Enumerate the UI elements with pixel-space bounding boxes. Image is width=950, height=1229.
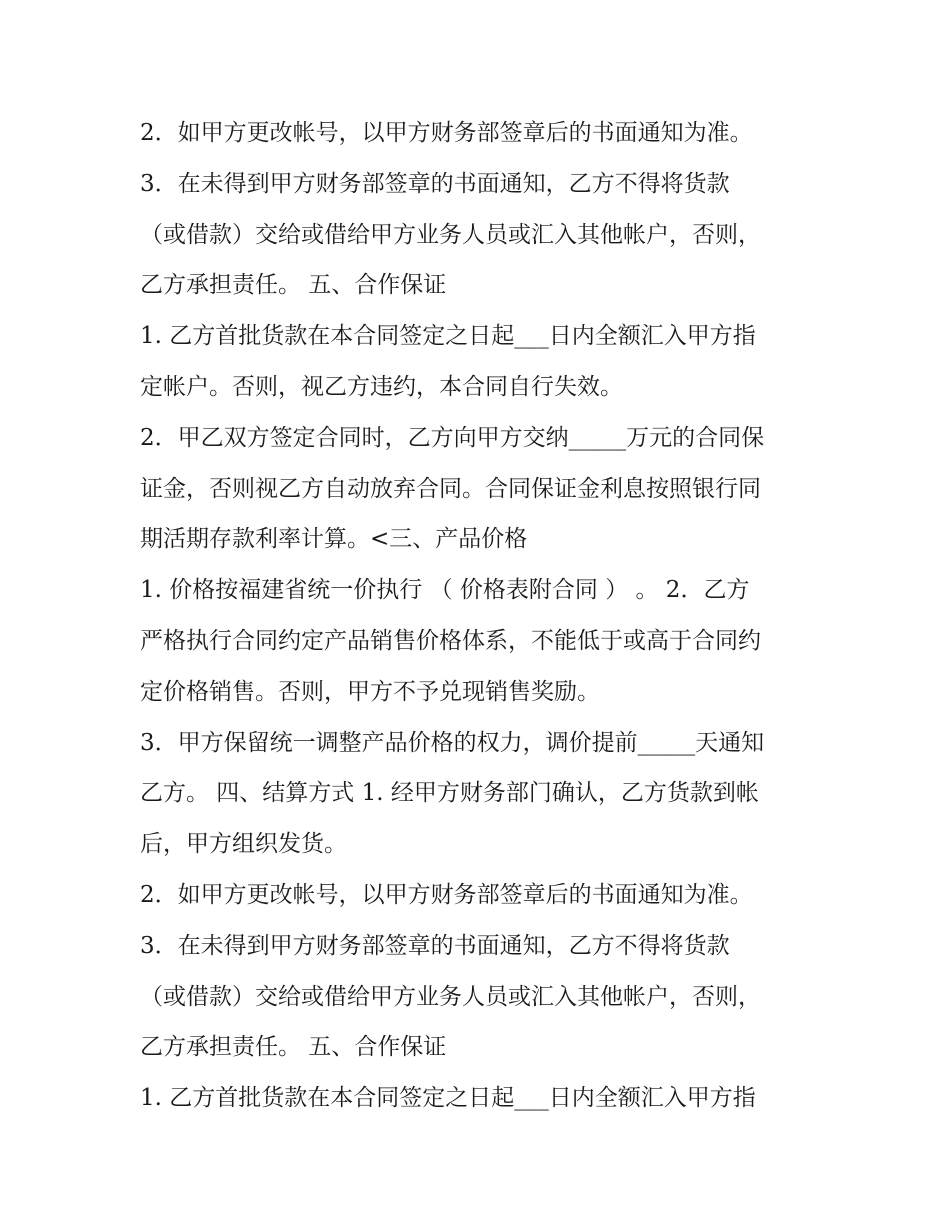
contract-text-body	[140, 108, 830, 1124]
text-line: 证金，否则视乙方自动放弃合同。合同保证金利息按照银行同	[140, 475, 761, 502]
text-line: 乙方承担责任。 五、合作保证	[140, 272, 447, 299]
text-line: 期活期存款利率计算。<三、产品价格	[140, 526, 528, 553]
text-line: 1. 价格按福建省统一价执行 （ 价格表附合同 ） 。 2．乙方	[140, 577, 750, 604]
text-line: 乙方承担责任。 五、合作保证	[140, 1034, 447, 1061]
text-line: 后，甲方组织发货。	[140, 831, 347, 858]
text-line: 2．如甲方更改帐号，以甲方财务部签章后的书面通知为准。	[140, 881, 753, 908]
text-line: 2．如甲方更改帐号，以甲方财务部签章后的书面通知为准。	[140, 120, 753, 146]
text-line: 2．甲乙双方签定合同时，乙方向甲方交纳_____万元的合同保	[140, 424, 765, 451]
text-line: 3．在未得到甲方财务部签章的书面通知，乙方不得将货款	[140, 932, 730, 959]
text-line: 乙方。 四、结算方式 1. 经甲方财务部门确认，乙方货款到帐	[140, 780, 759, 807]
text-line: （或借款）交给或借给甲方业务人员或汇入其他帐户，否则，	[140, 983, 761, 1010]
text-line: 1. 乙方首批货款在本合同签定之日起___日内全额汇入甲方指	[140, 1085, 756, 1112]
text-line: 3．在未得到甲方财务部签章的书面通知，乙方不得将货款	[140, 170, 730, 197]
text-line: 定帐户。否则，视乙方违约，本合同自行失效。	[140, 373, 623, 400]
text-line: 定价格销售。否则，甲方不予兑现销售奖励。	[140, 678, 600, 705]
text-line: 1. 乙方首批货款在本合同签定之日起___日内全额汇入甲方指	[140, 323, 756, 350]
text-line: （或借款）交给或借给甲方业务人员或汇入其他帐户，否则，	[140, 221, 761, 248]
text-line: 3．甲方保留统一调整产品价格的权力，调价提前_____天通知	[140, 729, 765, 756]
text-line: 严格执行合同约定产品销售价格体系，不能低于或高于合同约	[140, 627, 761, 654]
